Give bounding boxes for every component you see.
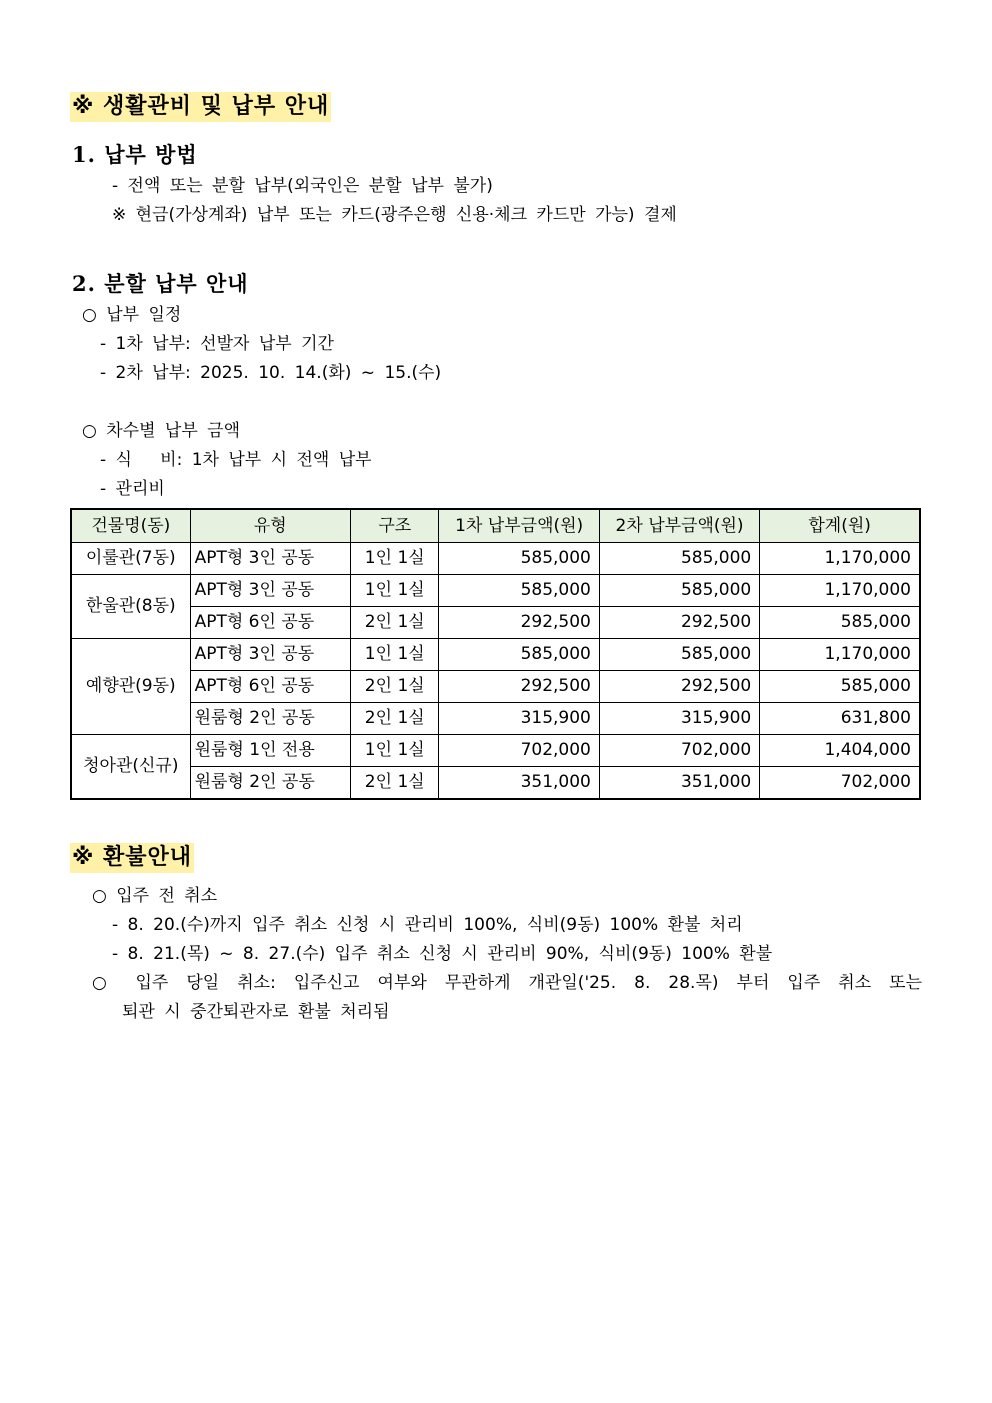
cell-structure: 1인 1실 [351,543,439,575]
cell-total: 631,800 [760,703,920,735]
schedule-line-1: - 1차 납부: 선발자 납부 기간 [100,334,334,354]
table-row [71,543,920,575]
cell-total: 585,000 [760,607,920,639]
table-row [71,575,920,607]
cell-first: 702,000 [439,735,599,767]
cell-type: 원룸형 2인 공동 [190,703,350,735]
page-title: ※ 생활관비 및 납부 안내 [70,92,331,122]
section1-heading: 1. 납부 방법 [72,142,198,167]
cell-structure: 1인 1실 [351,575,439,607]
header-total: 합계(원) [760,509,920,543]
cell-building: 이룰관(7동) [71,543,190,575]
cell-first: 351,000 [439,767,599,800]
table-row [71,767,920,800]
cell-structure: 2인 1실 [351,767,439,800]
cell-second: 585,000 [599,543,759,575]
cell-second: 702,000 [599,735,759,767]
amount-line-mgmt: - 관리비 [100,479,165,499]
cell-second: 585,000 [599,575,759,607]
cell-first: 585,000 [439,639,599,671]
fee-table [70,508,921,800]
cell-second: 351,000 [599,767,759,800]
refund-title: ※ 환불안내 [70,843,194,873]
cell-type: 원룸형 1인 전용 [190,735,350,767]
table-header-row [71,509,920,543]
table-row [71,671,920,703]
cell-structure: 2인 1실 [351,607,439,639]
cell-type: APT형 3인 공동 [190,575,350,607]
cell-total: 1,170,000 [760,639,920,671]
cell-type: APT형 3인 공동 [190,639,350,671]
cell-second: 292,500 [599,607,759,639]
cell-building: 청아관(신규) [71,735,190,800]
cell-total: 585,000 [760,671,920,703]
cell-second: 292,500 [599,671,759,703]
header-structure: 구조 [351,509,439,543]
cell-structure: 2인 1실 [351,671,439,703]
amount-line-meal: - 식 비: 1차 납부 시 전액 납부 [100,450,372,470]
cell-total: 702,000 [760,767,920,800]
cell-first: 292,500 [439,671,599,703]
schedule-line-2: - 2차 납부: 2025. 10. 14.(화) ~ 15.(수) [100,363,442,383]
refund-before-line-1: - 8. 20.(수)까지 입주 취소 신청 시 관리비 100%, 식비(9동) 100% 환불 처리 [112,915,743,935]
cell-building: 예향관(9동) [71,639,190,735]
cell-type: 원룸형 2인 공동 [190,767,350,800]
refund-before-line-2: - 8. 21.(목) ~ 8. 27.(수) 입주 취소 신청 시 관리비 90%, 식비(9동) 100% 환불 [112,944,773,964]
refund-sameday-line-2: 퇴관 시 중간퇴관자로 환불 처리됨 [122,1002,390,1022]
section1-line-1: - 전액 또는 분할 납부(외국인은 분할 납부 불가) [112,176,493,196]
header-second-payment: 2차 납부금액(원) [599,509,759,543]
cell-first: 292,500 [439,607,599,639]
cell-second: 585,000 [599,639,759,671]
cell-second: 315,900 [599,703,759,735]
cell-total: 1,170,000 [760,543,920,575]
refund-before-title: ○ 입주 전 취소 [92,886,218,906]
cell-type: APT형 3인 공동 [190,543,350,575]
cell-structure: 1인 1실 [351,735,439,767]
amount-title: ○ 차수별 납부 금액 [82,421,240,441]
cell-total: 1,404,000 [760,735,920,767]
table-row [71,735,920,767]
header-first-payment: 1차 납부금액(원) [439,509,599,543]
cell-first: 585,000 [439,575,599,607]
section2-heading: 2. 분할 납부 안내 [72,271,249,296]
header-type: 유형 [190,509,350,543]
cell-structure: 2인 1실 [351,703,439,735]
header-building: 건물명(동) [71,509,190,543]
cell-first: 315,900 [439,703,599,735]
table-row [71,607,920,639]
table-row [71,703,920,735]
schedule-title: ○ 납부 일정 [82,305,182,325]
cell-type: APT형 6인 공동 [190,671,350,703]
refund-sameday-line-1: ○ 입주 당일 취소: 입주신고 여부와 무관하게 개관일('25. 8. 28.목) 부터 입주 취소 또는 [92,973,922,993]
cell-type: APT형 6인 공동 [190,607,350,639]
section1-line-2: ※ 현금(가상계좌) 납부 또는 카드(광주은행 신용·체크 카드만 가능) 결제 [112,205,677,225]
cell-building: 한울관(8동) [71,575,190,639]
cell-total: 1,170,000 [760,575,920,607]
table-row [71,639,920,671]
cell-first: 585,000 [439,543,599,575]
cell-structure: 1인 1실 [351,639,439,671]
